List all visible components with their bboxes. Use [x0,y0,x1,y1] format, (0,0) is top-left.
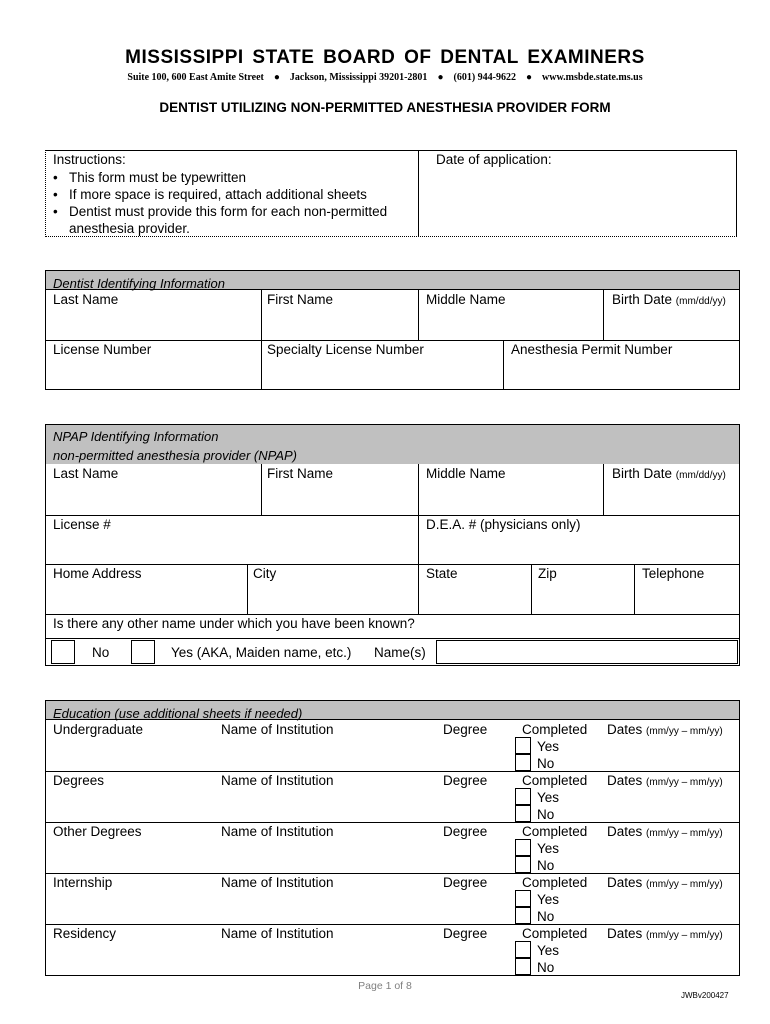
date-of-application-field[interactable] [420,170,735,234]
education-dates-label: Dates (mm/yy – mm/yy) [607,824,723,839]
education-degree-label: Degree [443,926,488,941]
other-names-label: Name(s) [374,645,426,660]
education-institution-label: Name of Institution [221,926,334,941]
dentist-specialty-license-field[interactable] [263,360,501,388]
education-row-label: Residency [53,926,117,941]
education-completed-no-checkbox[interactable] [515,856,531,873]
dentist-anesthesia-permit-label: Anesthesia Permit Number [511,342,673,357]
dentist-middle-name-label: Middle Name [426,292,506,307]
dentist-specialty-license-label: Specialty License Number [267,342,424,357]
education-institution-label: Name of Institution [221,824,334,839]
education-dates-label: Dates (mm/yy – mm/yy) [607,722,723,737]
education-completed-yes-label: Yes [537,739,560,754]
npap-city-label: City [253,566,277,581]
education-dates-label: Dates (mm/yy – mm/yy) [607,926,723,941]
npap-dea-label: D.E.A. # (physicians only) [426,517,581,532]
education-completed-yes-checkbox[interactable] [515,941,531,958]
dentist-anesthesia-permit-field[interactable] [505,360,737,388]
education-row-label: Degrees [53,773,105,788]
education-row-label: Undergraduate [53,722,144,737]
education-degree-label: Degree [443,824,488,839]
date-of-application-label: Date of application: [436,152,552,167]
other-names-field[interactable] [436,640,738,664]
npap-telephone-label: Telephone [642,566,705,581]
instruction-item: • Dentist must provide this form for each non-permitted anesthesia provider. [47,203,419,237]
npap-first-name-field[interactable] [263,484,416,513]
education-completed-no-checkbox[interactable] [515,958,531,975]
npap-middle-name-field[interactable] [420,484,601,513]
instruction-item: • This form must be typewritten [47,169,419,186]
dentist-last-name-label: Last Name [53,292,119,307]
education-dates-label: Dates (mm/yy – mm/yy) [607,875,723,890]
npap-birth-date-label: Birth Date (mm/dd/yy) [612,466,726,481]
education-dates-label: Dates (mm/yy – mm/yy) [607,773,723,788]
education-completed-yes-checkbox[interactable] [515,890,531,907]
education-completed-label: Completed [522,824,588,839]
npap-zip-label: Zip [538,566,557,581]
board-title: MISSISSIPPI STATE BOARD OF DENTAL EXAMINERS [125,47,645,68]
dentist-last-name-field[interactable] [47,310,259,338]
education-completed-no-checkbox[interactable] [515,805,531,822]
education-institution-label: Name of Institution [221,875,334,890]
npap-license-label: License # [53,517,111,532]
dentist-birth-date-label: Birth Date (mm/dd/yy) [612,292,726,307]
dentist-birth-date-field[interactable] [605,310,737,338]
npap-section-subheader: non-permitted anesthesia provider (NPAP) [45,444,740,464]
education-completed-yes-checkbox[interactable] [515,839,531,856]
education-completed-yes-label: Yes [537,892,560,907]
npap-telephone-field[interactable] [636,584,737,612]
dentist-middle-name-field[interactable] [420,310,601,338]
education-completed-no-label: No [537,807,555,822]
dentist-license-number-label: License Number [53,342,152,357]
city-address: Jackson, Mississippi 39201-2801 [289,72,428,83]
npap-middle-name-label: Middle Name [426,466,506,481]
education-completed-no-label: No [537,858,555,873]
education-completed-label: Completed [522,875,588,890]
education-completed-no-checkbox[interactable] [515,907,531,924]
form-version: JWBv200427 [681,991,729,1000]
other-name-yes-checkbox[interactable] [131,640,155,664]
form-title: DENTIST UTILIZING NON-PERMITTED ANESTHESIA PROVIDER FORM [159,100,611,115]
npap-home-address-field[interactable] [47,584,245,612]
education-completed-no-checkbox[interactable] [515,754,531,771]
dentist-first-name-label: First Name [267,292,334,307]
education-degree-label: Degree [443,722,488,737]
other-name-no-checkbox[interactable] [51,640,75,664]
instructions-list [47,169,419,237]
npap-first-name-label: First Name [267,466,334,481]
education-degree-label: Degree [443,773,488,788]
board-phone: (601) 944-9622 [453,72,516,83]
npap-state-field[interactable] [420,584,529,612]
npap-state-label: State [426,566,458,581]
npap-birth-date-field[interactable] [605,484,737,513]
npap-home-address-label: Home Address [53,566,142,581]
npap-dea-field[interactable] [420,535,737,562]
street-address: Suite 100, 600 East Amite Street [127,72,264,83]
npap-city-field[interactable] [249,584,416,612]
other-name-no-label: No [92,645,110,660]
board-address-line: Suite 100, 600 East Amite Street ● Jackson, Mississippi 39201-2801 ● (601) 944-9622 ● www.msbde.state.ms.us [127,72,643,83]
page-number: Page 1 of 8 [358,980,412,992]
education-completed-label: Completed [522,722,588,737]
npap-section-header: NPAP Identifying Information [45,424,740,444]
education-completed-no-label: No [537,909,555,924]
education-completed-no-label: No [537,756,555,771]
education-completed-label: Completed [522,773,588,788]
education-completed-no-label: No [537,960,555,975]
dentist-license-number-field[interactable] [47,360,259,388]
education-completed-yes-checkbox[interactable] [515,737,531,754]
education-institution-label: Name of Institution [221,773,334,788]
dentist-first-name-field[interactable] [263,310,416,338]
education-completed-yes-label: Yes [537,841,560,856]
education-institution-label: Name of Institution [221,722,334,737]
npap-last-name-label: Last Name [53,466,119,481]
education-section-header: Education (use additional sheets if needed) [45,700,740,720]
education-degree-label: Degree [443,875,488,890]
education-row-label: Other Degrees [53,824,142,839]
npap-other-name-question: Is there any other name under which you have been known? [53,616,415,631]
dentist-section-header: Dentist Identifying Information [45,270,740,290]
education-completed-yes-label: Yes [537,943,560,958]
npap-license-field[interactable] [47,535,416,562]
education-row-label: Internship [53,875,113,890]
instructions-label: Instructions: [53,152,126,167]
board-website: www.msbde.state.ms.us [542,72,643,83]
education-completed-yes-label: Yes [537,790,560,805]
other-name-yes-label: Yes (AKA, Maiden name, etc.) [171,645,352,660]
npap-zip-field[interactable] [533,584,632,612]
education-completed-yes-checkbox[interactable] [515,788,531,805]
education-completed-label: Completed [522,926,588,941]
instruction-item: • If more space is required, attach additional sheets [47,186,419,203]
npap-last-name-field[interactable] [47,484,259,513]
